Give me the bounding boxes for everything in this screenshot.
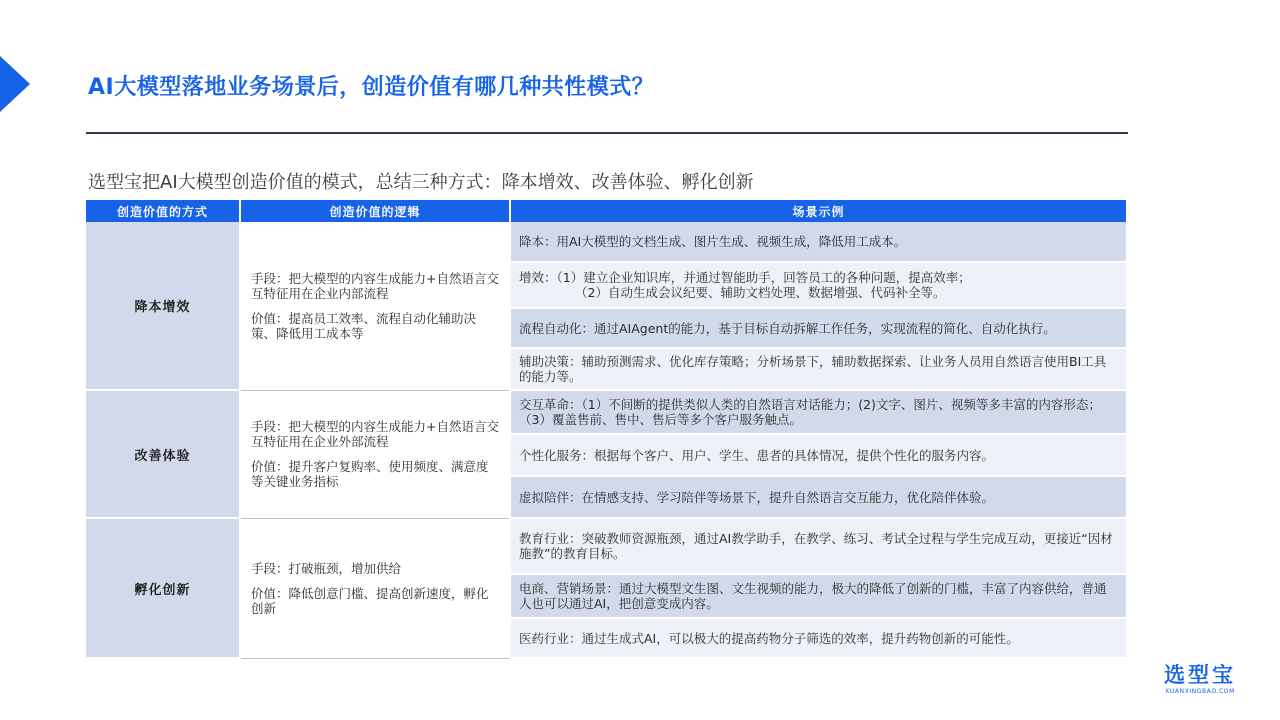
table-row <box>86 390 1126 434</box>
scene-cell: 个性化服务：根据每个客户、用户、学生、患者的具体情况，提供个性化的服务内容。 <box>510 434 1126 476</box>
logic-means: 手段：把大模型的内容生成能力+自然语言交互特征用在企业内部流程 <box>251 270 499 301</box>
scene-line: 增效：（1）建立企业知识库，并通过智能助手，回答员工的各种问题，提高效率； <box>519 270 971 285</box>
brand-name: 选型宝 <box>1164 663 1236 687</box>
header-method: 创造价值的方式 <box>86 200 240 222</box>
brand-url: XUANXINGBAO.COM <box>1165 688 1235 695</box>
header-logic: 创造价值的逻辑 <box>240 200 510 222</box>
logic-means: 手段：把大模型的内容生成能力+自然语言交互特征用在企业外部流程 <box>251 419 499 449</box>
method-cell: 孵化创新 <box>86 518 240 658</box>
table-header-row <box>86 200 1126 222</box>
scene-cell: 辅助决策：辅助预测需求、优化库存策略；分析场景下，辅助数据探索、让业务人员用自然语言使用BI工具的能力等。 <box>510 348 1126 390</box>
method-cell: 改善体验 <box>86 390 240 518</box>
title-divider <box>86 132 1128 134</box>
header-scenes: 场景示例 <box>510 200 1126 222</box>
scene-cell <box>510 262 1126 308</box>
scene-cell: 医药行业：通过生成式AI，可以极大的提高药物分子筛选的效率，提升药物创新的可能性。 <box>510 618 1126 658</box>
table-row <box>86 222 1126 262</box>
scene-cell: 教育行业：突破教师资源瓶颈，通过AI教学助手，在教学、练习、考试全过程与学生完成互动，更接近“因材施教”的教育目标。 <box>510 518 1126 574</box>
scene-line: （2）自动生成会议纪要、辅助文档处理、数据增强、代码补全等。 <box>575 285 946 300</box>
logic-value: 价值：提升客户复购率、使用频度、满意度等关键业务指标 <box>251 459 489 489</box>
logic-cell <box>240 518 510 658</box>
logic-cell <box>240 390 510 518</box>
scene-cell: 电商、营销场景：通过大模型文生图、文生视频的能力，极大的降低了创新的门槛，丰富了内容供给，普通人也可以通过AI，把创意变成内容。 <box>510 574 1126 618</box>
scene-cell: 交互革命：（1）不间断的提供类似人类的自然语言对话能力；(2)文字、图片、视频等多丰富的内容形态；（3）覆盖售前、售中、售后等多个客户服务触点。 <box>510 390 1126 434</box>
brand-logo <box>1160 662 1240 696</box>
logic-value: 价值：降低创意门槛、提高创新速度，孵化创新 <box>251 585 489 616</box>
value-mode-table <box>86 200 1126 659</box>
logic-cell <box>240 222 510 390</box>
scene-cell: 降本：用AI大模型的文档生成、图片生成、视频生成，降低用工成本。 <box>510 222 1126 262</box>
page-subtitle: 选型宝把AI大模型创造价值的模式，总结三种方式：降本增效、改善体验、孵化创新 <box>88 172 754 193</box>
scene-cell: 流程自动化：通过AIAgent的能力，基于目标自动拆解工作任务，实现流程的简化、自动化执行。 <box>510 308 1126 348</box>
logic-value: 价值：提高员工效率、流程自动化辅助决策、降低用工成本等 <box>251 310 477 341</box>
logic-means: 手段：打破瓶颈，增加供给 <box>251 560 402 576</box>
table-row <box>86 518 1126 574</box>
arrow-marker-icon <box>0 56 30 112</box>
scene-cell: 虚拟陪伴：在情感支持、学习陪伴等场景下，提升自然语言交互能力，优化陪伴体验。 <box>510 476 1126 518</box>
page-title: AI大模型落地业务场景后，创造价值有哪几种共性模式？ <box>88 75 655 100</box>
method-cell: 降本增效 <box>86 222 240 390</box>
